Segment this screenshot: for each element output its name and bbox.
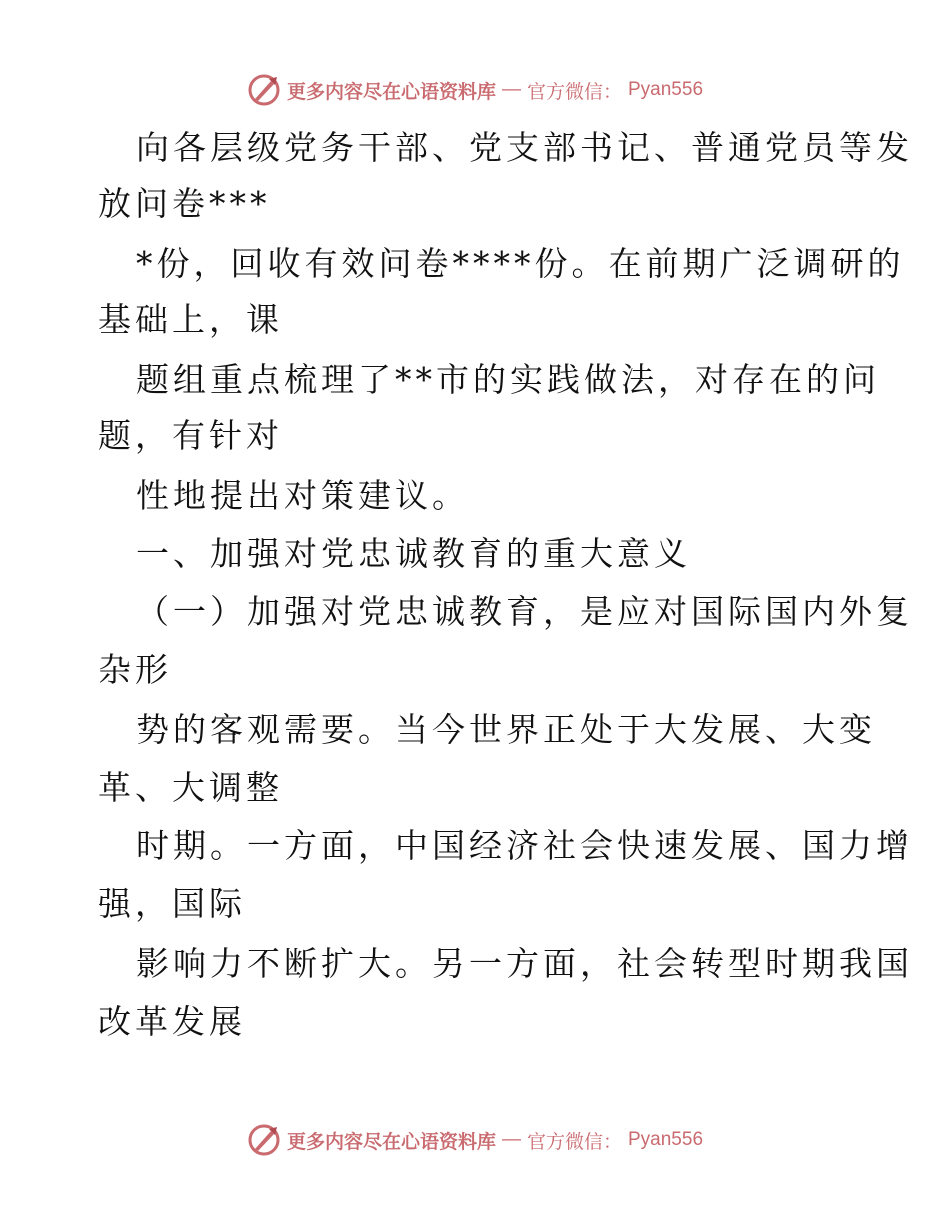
body-line: （一）加强对党忠诚教育，是应对国际国内外复 — [136, 592, 913, 631]
body-line: 杂形 — [98, 650, 172, 689]
header-banner-dash: — — [501, 79, 521, 100]
body-line: 时期。一方面，中国经济社会快速发展、国力增 — [136, 826, 913, 865]
body-line: 放问卷*** — [98, 184, 271, 223]
header-banner-text: 更多内容尽在心语资料库 — [286, 80, 496, 103]
body-line: 改革发展 — [98, 1002, 246, 1041]
body-line: 影响力不断扩大。另一方面，社会转型时期我国 — [136, 944, 913, 983]
quill-logo-icon — [247, 73, 281, 107]
body-line: 势的客观需要。当今世界正处于大发展、大变 — [136, 710, 876, 749]
header-banner-inner — [247, 73, 703, 107]
body-line: 革、大调整 — [98, 768, 283, 807]
body-line: 向各层级党务干部、党支部书记、普通党员等发 — [136, 128, 913, 167]
body-line: 强，国际 — [98, 884, 246, 923]
quill-logo-icon — [247, 1123, 281, 1157]
body-line: 题组重点梳理了**市的实践做法，对存在的问 — [136, 360, 880, 399]
section-heading: 一、加强对党忠诚教育的重大意义 — [136, 534, 691, 573]
body-line: 基础上，课 — [98, 300, 283, 339]
body-line: 性地提出对策建议。 — [136, 476, 469, 515]
footer-banner-inner — [247, 1123, 703, 1157]
footer-banner-dash: — — [501, 1129, 521, 1150]
header-banner-wechat-label: 官方微信： — [526, 80, 622, 103]
header-watermark-banner — [0, 70, 950, 110]
footer-banner-wechat-label: 官方微信： — [526, 1130, 622, 1153]
body-line: 题，有针对 — [98, 416, 283, 455]
footer-banner-text: 更多内容尽在心语资料库 — [286, 1130, 496, 1153]
footer-banner-wechat-id: Pyan556 — [628, 1129, 704, 1150]
body-line: *份，回收有效问卷****份。在前期广泛调研的 — [136, 244, 905, 283]
header-banner-wechat-id: Pyan556 — [628, 79, 704, 100]
footer-watermark-banner — [0, 1120, 950, 1160]
